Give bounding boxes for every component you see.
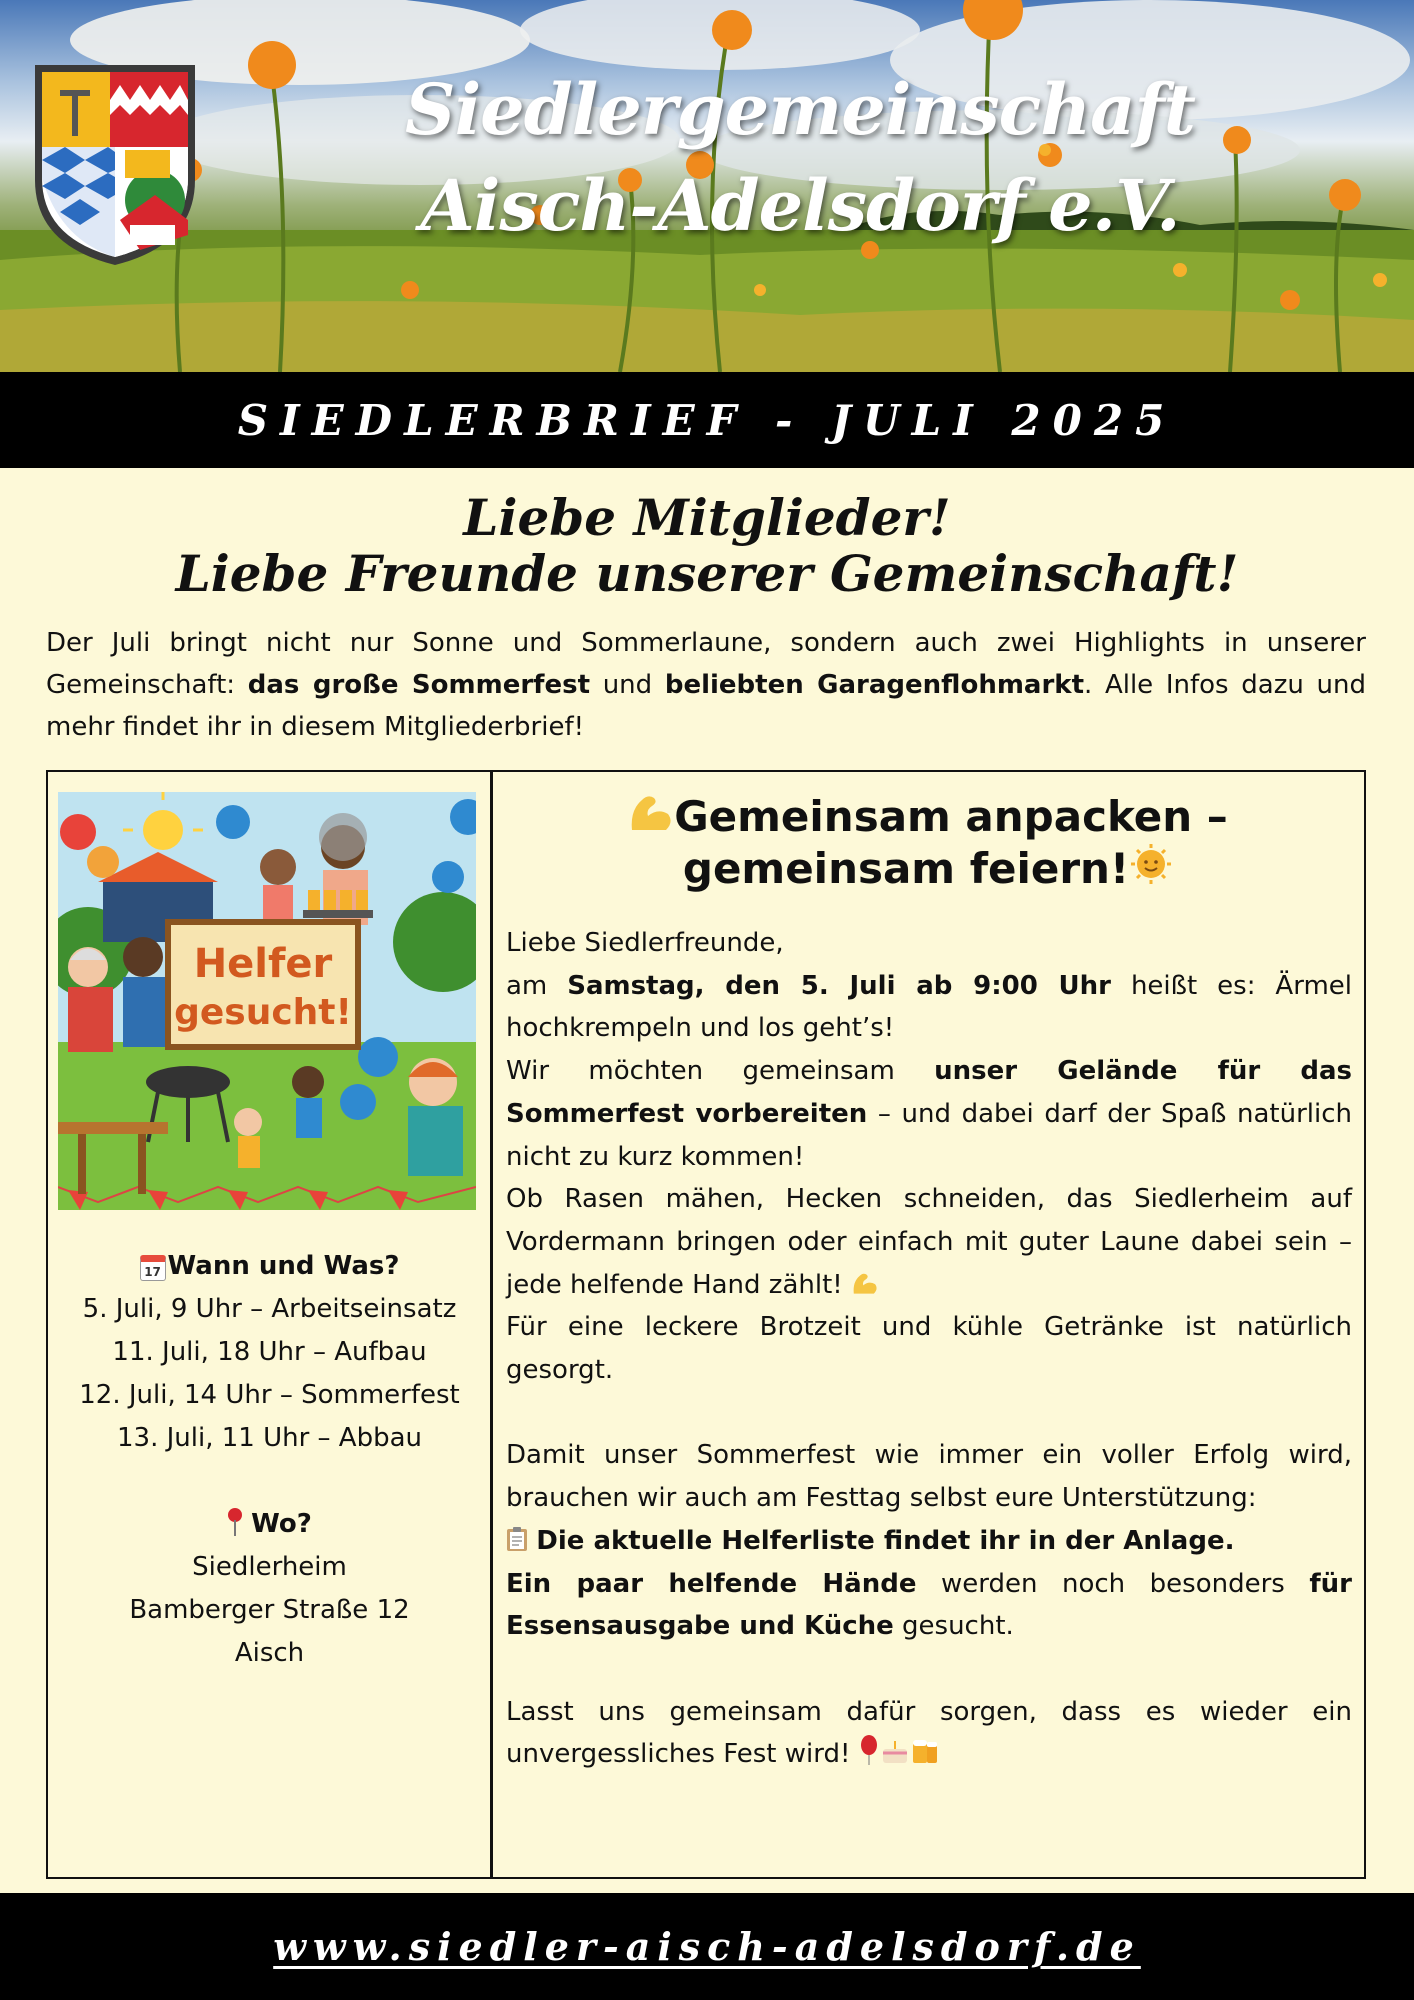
article-title-line-2: gemeinsam feiern! xyxy=(682,844,1130,893)
poster-sign-line-1: Helfer xyxy=(193,941,333,987)
flexed-biceps-icon xyxy=(628,790,674,834)
event-info-box xyxy=(46,770,493,1879)
schedule-item: 13. Juli, 11 Uhr – Abbau xyxy=(116,1423,423,1453)
article-paragraph xyxy=(506,1563,1352,1648)
article-paragraph: Damit unser Sommerfest wie immer ein voller Erfolg wird, brauchen wir auch am Festtag selbst eure Unterstützung: xyxy=(506,1440,1352,1514)
newsletter-banner xyxy=(0,372,1414,468)
coat-of-arms-logo xyxy=(30,60,200,270)
location-heading xyxy=(48,1503,491,1546)
article-text: Wir möchten gemeinsam xyxy=(506,1056,935,1087)
pin-icon xyxy=(227,1508,243,1536)
calendar-icon: 17 xyxy=(140,1255,166,1281)
article-highlight: für Essensausgabe und Küche xyxy=(506,1568,1352,1642)
greeting-heading xyxy=(0,490,1414,602)
article-paragraph xyxy=(506,1050,1352,1178)
article-text: werden noch besonders xyxy=(916,1568,1310,1599)
website-link[interactable]: www.siedler-aisch-adelsdorf.de xyxy=(273,1924,1141,1969)
article-paragraph xyxy=(506,965,1352,1050)
flexed-biceps-icon xyxy=(851,1270,879,1296)
intro-highlight-summer-fest: das große Sommerfest xyxy=(247,670,591,700)
intro-highlight-flea-market: beliebten Garagenflohmarkt xyxy=(664,670,1085,700)
location-line: Siedlerheim xyxy=(192,1552,347,1582)
article-text: Ob Rasen mähen, Hecken schneiden, das Siedlerheim auf Vordermann bringen oder einfach mit guter Laune dabei sein – jede helfende Hand zählt! xyxy=(506,1184,1352,1300)
article-date-highlight: Samstag, den 5. Juli ab 9:00 Uhr xyxy=(567,970,1111,1001)
poster-sign-line-2: gesucht! xyxy=(174,992,352,1033)
intro-text-3: . Alle Infos dazu und mehr findet ihr in diesem Mitgliederbrief! xyxy=(46,670,1366,742)
article-paragraph: Für eine leckere Brotzeit und kühle Getränke ist natürlich gesorgt. xyxy=(506,1312,1352,1386)
article-body xyxy=(506,922,1352,1776)
article-box xyxy=(490,770,1366,1879)
sun-icon xyxy=(1129,842,1173,886)
intro-text-1: Der Juli bringt nicht nur Sonne und Sommerlaune, sondern auch zwei Highlights in unserer Gemeinschaft: xyxy=(46,628,1366,700)
article-paragraph xyxy=(506,1178,1352,1306)
schedule-heading-label: Wann und Was? xyxy=(167,1251,400,1281)
greeting-line-1: Liebe Mitglieder! xyxy=(463,488,951,547)
article-title xyxy=(492,790,1364,894)
schedule-heading xyxy=(48,1245,491,1288)
schedule-item: 12. Juli, 14 Uhr – Sommerfest xyxy=(79,1380,460,1410)
intro-paragraph xyxy=(46,622,1366,748)
association-title xyxy=(360,62,1240,254)
location-line: Aisch xyxy=(234,1638,305,1668)
article-text: am xyxy=(506,970,568,1001)
location-heading-label: Wo? xyxy=(251,1509,312,1539)
article-highlight: Ein paar helfende Hände xyxy=(506,1568,917,1599)
header-image xyxy=(0,0,1414,372)
balloon-cake-beer-icons xyxy=(859,1735,943,1765)
article-salutation: Liebe Siedlerfreunde, xyxy=(506,928,784,958)
schedule-section xyxy=(48,1245,491,1675)
article-paragraph xyxy=(506,1691,1352,1776)
title-line-1: Siedlergemeinschaft xyxy=(405,68,1195,151)
schedule-item: 11. Juli, 18 Uhr – Aufbau xyxy=(112,1337,427,1367)
location-line: Bamberger Straße 12 xyxy=(129,1595,410,1625)
article-highlight: unser Gelände für das Sommerfest vorbereiten xyxy=(506,1056,1352,1129)
clipboard-icon xyxy=(506,1526,528,1552)
title-line-2: Aisch-Adelsdorf e.V. xyxy=(420,164,1180,247)
article-text: gesucht. xyxy=(893,1611,1014,1642)
helpers-wanted-illustration xyxy=(58,792,476,1210)
article-text: – und dabei darf der Spaß natürlich nicht zu kurz kommen! xyxy=(506,1098,1352,1172)
newsletter-title: SIEDLERBRIEF - JULI 2025 xyxy=(237,395,1177,445)
article-title-line-1: Gemeinsam anpacken – xyxy=(674,792,1228,841)
footer-bar xyxy=(0,1893,1414,2000)
intro-text-2: und xyxy=(590,670,665,700)
greeting-line-2: Liebe Freunde unserer Gemeinschaft! xyxy=(175,544,1239,603)
article-paragraph xyxy=(506,1520,1352,1563)
article-text: heißt es: Ärmel hochkrempeln und los geht’s! xyxy=(506,970,1352,1044)
article-text: Lasst uns gemeinsam dafür sorgen, dass es wieder ein unvergessliches Fest wird! xyxy=(506,1696,1352,1770)
article-helper-list-note: Die aktuelle Helferliste findet ihr in der Anlage. xyxy=(536,1525,1235,1556)
schedule-item: 5. Juli, 9 Uhr – Arbeitseinsatz xyxy=(82,1294,457,1324)
